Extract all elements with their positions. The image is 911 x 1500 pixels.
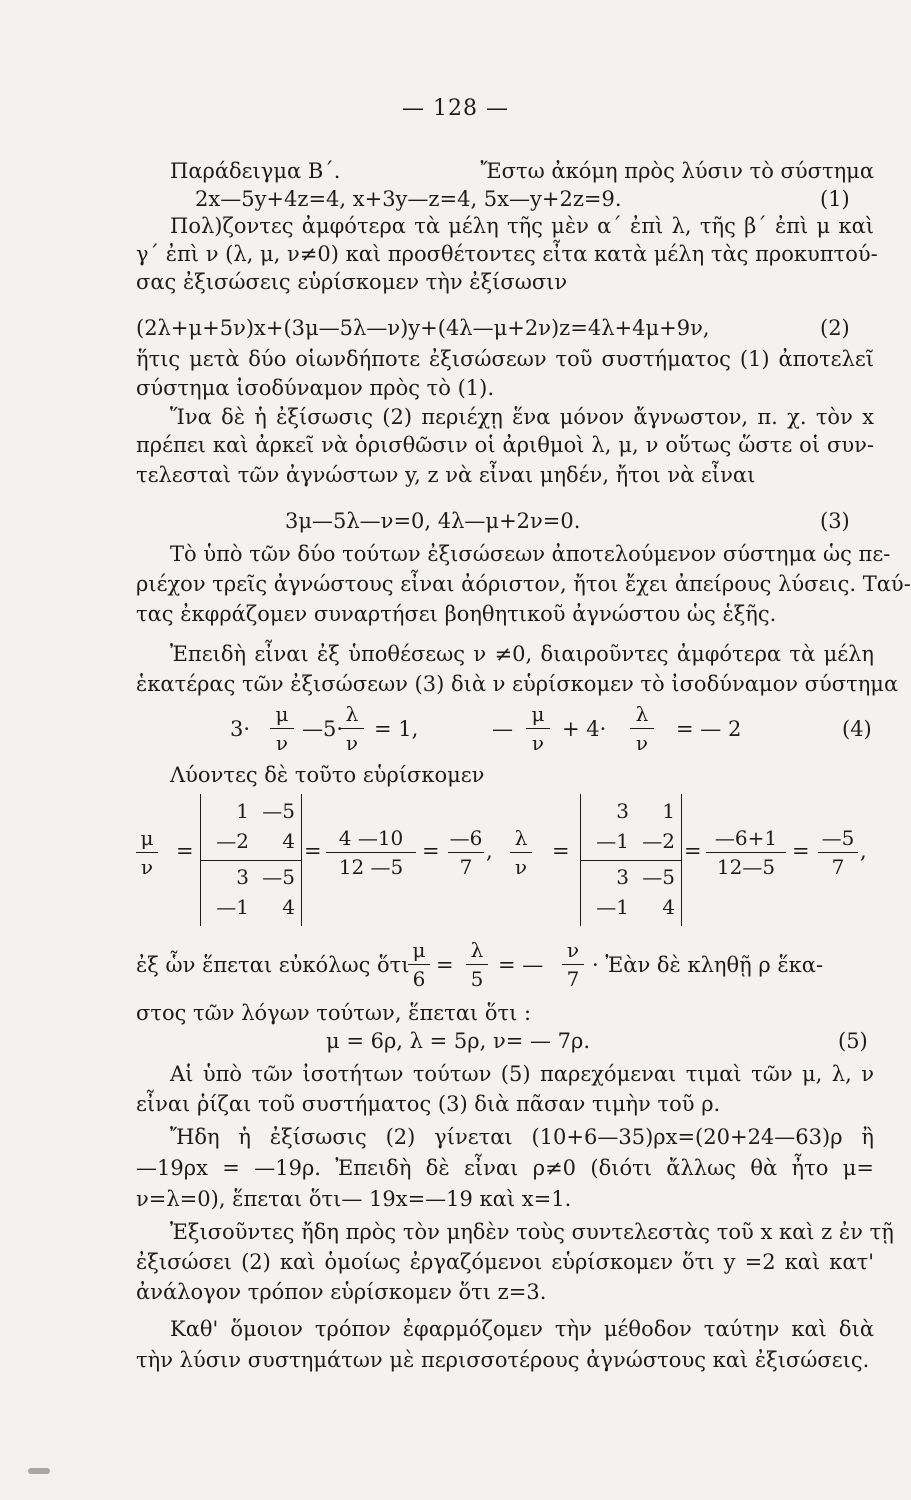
determinant-mu-num: [200, 794, 302, 926]
fraction: μ ν: [526, 702, 550, 755]
eq4-rhs: = 1,: [374, 717, 419, 741]
text-line: ἥτις μετὰ δύο οἱωνδήποτε ἐξισώσεων τοῦ συστήματος (1) ἀποτελεῖ: [136, 347, 874, 371]
text-line: Τὸ ὑπὸ τῶν δύο τούτων ἐξισώσεων ἀποτελούμενον σύστημα ὡς πε-: [170, 542, 891, 566]
system-1-tag: (1): [820, 187, 850, 211]
fraction-lambda-nu: λ ν: [510, 826, 532, 879]
det-row: 3 —5: [616, 865, 675, 889]
text-line: σύστημα ἰσοδύναμον πρὸς τὸ (1).: [136, 376, 495, 400]
fraction-mu-nu: μ ν: [136, 826, 158, 879]
text-line: τας ἐκφράζομεν συναρτήσει βοηθητικοῦ ἀγνώστου ὡς ἑξῆς.: [136, 602, 777, 626]
equation-5: μ = 6ρ, λ = 5ρ, ν= — 7ρ.: [326, 1029, 591, 1053]
det-row: 1 —5: [236, 799, 295, 823]
det-row: —1 4: [596, 895, 675, 919]
determinant-lambda-num: [580, 794, 682, 926]
equals-sign: =: [552, 839, 570, 863]
det-row: —1 —2: [596, 829, 675, 853]
det-row: 3 1: [616, 799, 675, 823]
text-line: σας ἐξισώσεις εὑρίσκομεν τὴν ἐξίσωσιν: [136, 270, 568, 294]
text-line: ἀνάλογον τρόπον εὑρίσκομεν ὅτι z=3.: [136, 1280, 547, 1304]
text-line: —19ρx = —19ρ. Ἐπειδὴ δὲ εἶναι ρ≠0 (διότι ἄλλως θὰ ἦτο μ=: [136, 1156, 874, 1180]
eq4-minus: —: [492, 717, 513, 741]
text-line: Ἐξισοῦντες ἤδη πρὸς τὸν μηδὲν τοὺς συντελεστὰς τοῦ x καὶ z ἐν τῇ: [170, 1220, 894, 1244]
comma: ,: [860, 839, 867, 863]
text-line: Αἱ ὑπὸ τῶν ἰσοτήτων τούτων (5) παρεχόμεναι τιμαὶ τῶν μ, λ, ν: [170, 1062, 874, 1086]
equals-sign: =: [436, 953, 454, 977]
eq4-coef: + 4·: [562, 717, 607, 741]
text-line: Ἤδη ἡ ἐξίσωσις (2) γίνεται (10+6—35)ρx=(20+24—63)ρ ἢ: [170, 1125, 874, 1149]
text-line: Ἵνα δὲ ἡ ἐξίσωσις (2) περιέχῃ ἕνα μόνον ἄγνωστον, π. χ. τὸν x: [170, 405, 874, 429]
text-line: τελεσταὶ τῶν ἀγνώστων y, z νὰ εἶναι μηδέν, ἤτοι νὰ εἶναι: [136, 463, 756, 487]
det-row: —2 4: [216, 829, 295, 853]
text-line: τὴν λύσιν συστημάτων μὲ περισσοτέρους ἀγνώστους καὶ ἐξισώσεις.: [136, 1348, 870, 1372]
equation-3: 3μ—5λ—ν=0, 4λ—μ+2ν=0.: [285, 509, 581, 533]
fraction: λ ν: [630, 702, 654, 755]
fraction: μ ν: [270, 702, 294, 755]
fraction-mu-expanded: 4 —10 12 —5: [326, 826, 416, 879]
text-line: Καθ' ὅμοιον τρόπον ἐφαρμόζομεν τὴν μέθοδον ταύτην καὶ διὰ: [170, 1317, 874, 1341]
equals-sign: =: [684, 839, 702, 863]
example-intro: Ἔστω ἀκόμη πρὸς λύσιν τὸ σύστημα: [480, 159, 874, 183]
equals-minus: = —: [498, 953, 544, 977]
eq4-rhs: = — 2: [676, 717, 742, 741]
equation-5-tag: (5): [838, 1029, 868, 1053]
text-line: Πολ)ζοντες ἀμφότερα τὰ μέλη τῆς μὲν α΄ ἐπὶ λ, τῆς β΄ ἐπὶ μ καὶ: [170, 214, 874, 238]
det-row: 3 —5: [236, 865, 295, 889]
system-1: 2x—5y+4z=4, x+3y—z=4, 5x—y+2z=9.: [195, 187, 622, 211]
text-line: Ἐπειδὴ εἶναι ἐξ ὑποθέσεως ν ≠0, διαιροῦντες ἀμφότερα τὰ μέλη: [170, 642, 874, 666]
eq4-coef: —5·: [302, 717, 344, 741]
text-line: ἐξ ὧν ἕπεται εὐκόλως ὅτι: [136, 953, 410, 977]
det-row: —1 4: [216, 895, 295, 919]
ink-smudge: [28, 1468, 50, 1474]
equation-2: (2λ+μ+5ν)x+(3μ—5λ—ν)y+(4λ—μ+2ν)z=4λ+4μ+9ν,: [136, 316, 710, 340]
equation-3-tag: (3): [820, 509, 850, 533]
text-line: ν=λ=0), ἕπεται ὅτι— 19x=—19 καὶ x=1.: [136, 1187, 572, 1211]
text-line: στος τῶν λόγων τούτων, ἕπεται ὅτι :: [136, 1001, 532, 1025]
eq4-tag: (4): [842, 717, 872, 741]
text-line: πρέπει καὶ ἀρκεῖ νὰ ὁρισθῶσιν οἱ ἀριθμοὶ λ, μ, ν οὕτως ὥστε οἱ συν-: [136, 433, 874, 457]
equals-sign: =: [304, 839, 322, 863]
text-line: ἑκατέρας τῶν ἐξισώσεων (3) διὰ ν εὑρίσκομεν τὸ ἰσοδύναμον σύστημα: [136, 672, 899, 696]
fraction: λ 5: [466, 938, 488, 991]
text-line: γ΄ ἐπὶ ν (λ, μ, ν≠0) καὶ προσθέτοντες εἶτα κατὰ μέλη τὰς προκυπτού-: [136, 242, 878, 266]
equation-2-tag: (2): [820, 316, 850, 340]
equals-sign: =: [422, 839, 440, 863]
eq4-coef: 3·: [230, 717, 251, 741]
text-line: ριέχον τρεῖς ἀγνώστους εἶναι ἀόριστον, ἤτοι ἔχει ἀπείρους λύσεις. Ταύ-: [136, 572, 911, 596]
text-line: εἶναι ῥίζαι τοῦ συστήματος (3) διὰ πᾶσαν τιμὴν τοῦ ρ.: [136, 1092, 721, 1116]
fraction-lambda-result: —5 7: [818, 826, 858, 879]
fraction-mu-result: —6 7: [449, 826, 483, 879]
fraction: μ 6: [408, 938, 430, 991]
fraction-lambda-expanded: —6+1 12—5: [706, 826, 786, 879]
equals-sign: =: [792, 839, 810, 863]
page-number: — 128 —: [402, 96, 509, 121]
text-line: Λύοντες δὲ τοῦτο εὑρίσκομεν: [170, 763, 485, 787]
equals-sign: =: [176, 839, 194, 863]
fraction: ν 7: [562, 938, 584, 991]
fraction: λ ν: [340, 702, 364, 755]
text-line: · Ἐὰν δὲ κληθῇ ρ ἕκα-: [592, 953, 824, 977]
example-label: Παράδειγμα Β΄.: [170, 159, 341, 183]
comma: ,: [486, 839, 493, 863]
text-line: ἐξισώσει (2) καὶ ὁμοίως ἐργαζόμενοι εὑρίσκομεν ὅτι y =2 καὶ κατ': [136, 1250, 874, 1274]
